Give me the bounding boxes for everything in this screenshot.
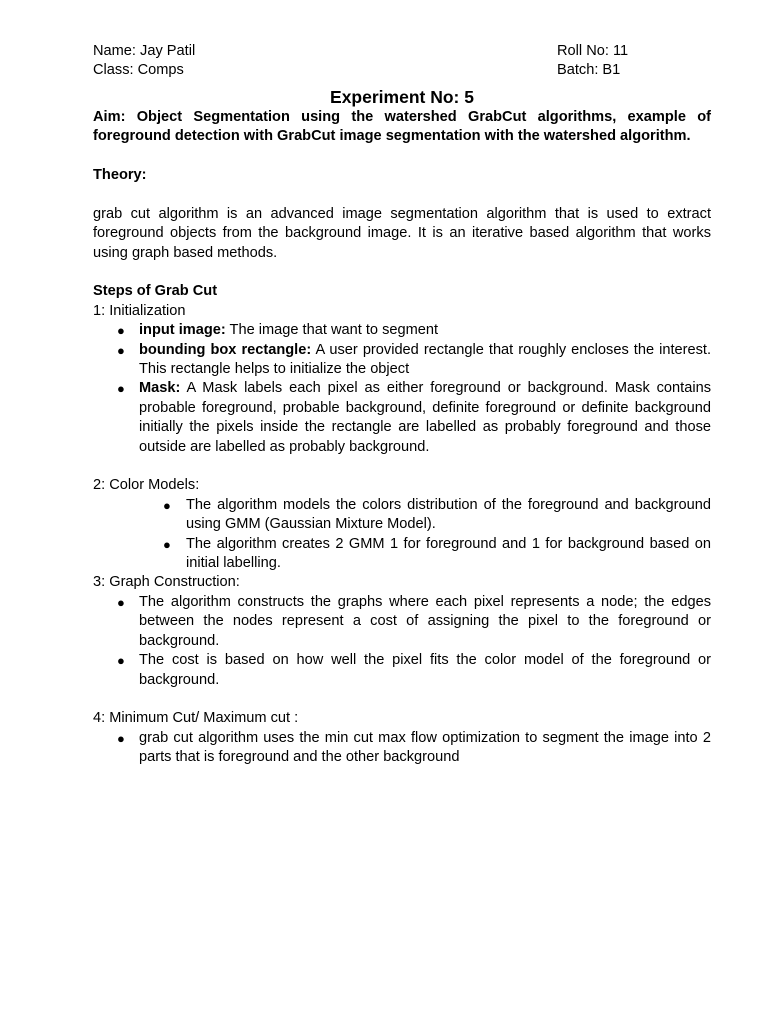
step-3-list bbox=[93, 593, 711, 690]
student-name: Name: Jay Patil bbox=[93, 43, 196, 59]
step-4-list bbox=[93, 729, 711, 768]
list-item-text: The cost is based on how well the pixel fits the color model of the foreground or background. bbox=[139, 652, 711, 688]
bullet-icon: ● bbox=[163, 497, 171, 513]
bullet-icon: ● bbox=[117, 653, 125, 669]
list-item-text: The image that want to segment bbox=[225, 322, 439, 339]
bullet-icon: ● bbox=[163, 536, 171, 552]
header-row-1 bbox=[93, 42, 711, 61]
list-item-text: The algorithm creates 2 GMM 1 for foreground and 1 for background based on initial labelling. bbox=[186, 535, 711, 572]
bullet-icon: ● bbox=[117, 594, 125, 610]
document-page bbox=[93, 42, 711, 768]
list-item bbox=[93, 496, 711, 535]
student-class: Class: Comps bbox=[93, 62, 184, 79]
list-item-term: input image: bbox=[139, 322, 226, 339]
theory-paragraph: grab cut algorithm is an advanced image segmentation algorithm that is used to extract foreground objects from the background image. It is an iterative based algorithm that works using graph based methods. bbox=[93, 205, 711, 261]
step-2-list bbox=[93, 496, 711, 574]
bullet-icon: ● bbox=[117, 323, 125, 339]
step-1-list bbox=[93, 321, 711, 457]
roll-number: Roll No: 11 bbox=[557, 43, 629, 59]
step-1-label: 1: Initialization bbox=[93, 302, 186, 319]
header-row-2 bbox=[93, 61, 711, 80]
list-item bbox=[93, 379, 711, 457]
list-item-text: A Mask labels each pixel as either foreground or background. Mask contains probable foreground, probable background, definite foreground or definite background initially the pixels inside the rectangle are labelled as probably foreground and those outside are labelled as probably background. bbox=[139, 380, 711, 455]
bullet-icon: ● bbox=[117, 342, 125, 358]
aim-statement: Aim: Object Segmentation using the watershed GrabCut algorithms, example of foreground detection with GrabCut image segmentation with the watershed algorithm. bbox=[93, 108, 711, 145]
list-item-text: A user provided rectangle that roughly encloses the interest. This rectangle helps to initialize the object bbox=[139, 341, 711, 378]
bullet-icon: ● bbox=[117, 730, 125, 746]
step-4-label: 4: Minimum Cut/ Maximum cut : bbox=[93, 710, 299, 727]
bullet-icon: ● bbox=[117, 381, 125, 397]
list-item bbox=[93, 651, 711, 690]
experiment-title: Experiment No: 5 bbox=[330, 86, 474, 107]
steps-heading: Steps of Grab Cut bbox=[93, 283, 218, 300]
list-item bbox=[93, 321, 711, 340]
list-item-term: bounding box rectangle: bbox=[139, 341, 312, 358]
theory-heading: Theory: bbox=[93, 166, 147, 183]
list-item-text: grab cut algorithm uses the min cut max flow optimization to segment the image into 2 parts that is foreground and the other background bbox=[139, 729, 711, 766]
list-item bbox=[93, 729, 711, 768]
batch: Batch: B1 bbox=[557, 62, 621, 79]
step-2-label: 2: Color Models: bbox=[93, 477, 200, 494]
step-3-label: 3: Graph Construction: bbox=[93, 574, 240, 591]
list-item-text: The algorithm models the colors distribution of the foreground and background using GMM (Gaussian Mixture Model). bbox=[186, 496, 711, 533]
list-item-term: Mask: bbox=[139, 380, 181, 397]
list-item bbox=[93, 341, 711, 380]
list-item-text: The algorithm constructs the graphs where each pixel represents a node; the edges between the nodes represent a cost of assigning the pixel to the foreground or background. bbox=[139, 593, 711, 649]
list-item bbox=[93, 593, 711, 651]
list-item bbox=[93, 535, 711, 574]
